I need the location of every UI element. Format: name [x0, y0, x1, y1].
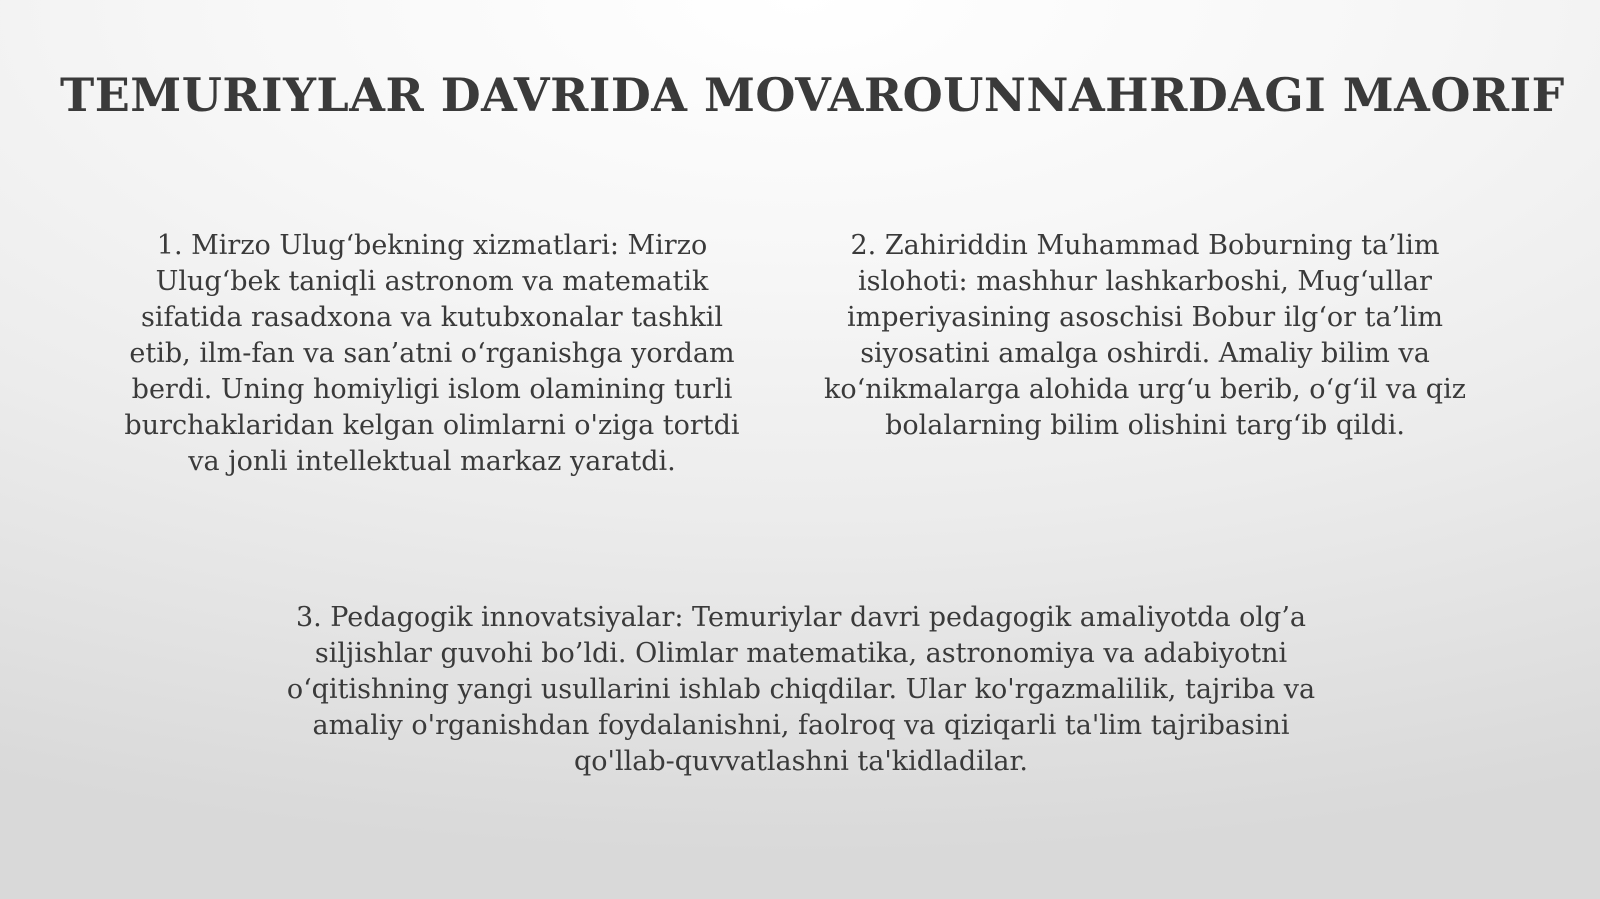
slide-title: TEMURIYLAR DAVRIDA MOVAROUNNAHRDAGI MAORIF — [60, 68, 1565, 122]
paragraph-bobur: 2. Zahiriddin Muhammad Boburning ta’lim islohoti: mashhur lashkarboshi, Mug‘ullar imperiyasining asoschisi Bobur ilg‘or ta’lim siyosatini amalga oshirdi. Amaliy bilim va ko‘nikmalarga alohida urg‘u berib, o‘g‘il va qiz bolalarning bilim olishini targ‘ib qildi. — [824, 230, 1466, 441]
paragraph-pedagogical-innovations: 3. Pedagogik innovatsiyalar: Temuriylar davri pedagogik amaliyotda olg’a siljishlar guvohi bo’ldi. Olimlar matematika, astronomiya va adabiyotni o‘qitishning yangi usullarini ishlab chiqdilar. Ular ko'rgazmalilik, tajriba va amaliy o'rganishdan foydalanishni, faolroq va qiziqarli ta'lim tajribasini qo'llab-quvvatlashni ta'kidladilar. — [286, 602, 1316, 777]
paragraph-ulugbek: 1. Mirzo Ulug‘bekning xizmatlari: Mirzo Ulug‘bek taniqli astronom va matematik sifatida rasadxona va kutubxonalar tashkil etib, ilm-fan va san’atni o‘rganishga yordam berdi. Uning homiyligi islom olamining turli burchaklaridan kelgan olimlarni o'ziga tortdi va jonli intellektual markaz yaratdi. — [124, 230, 740, 477]
